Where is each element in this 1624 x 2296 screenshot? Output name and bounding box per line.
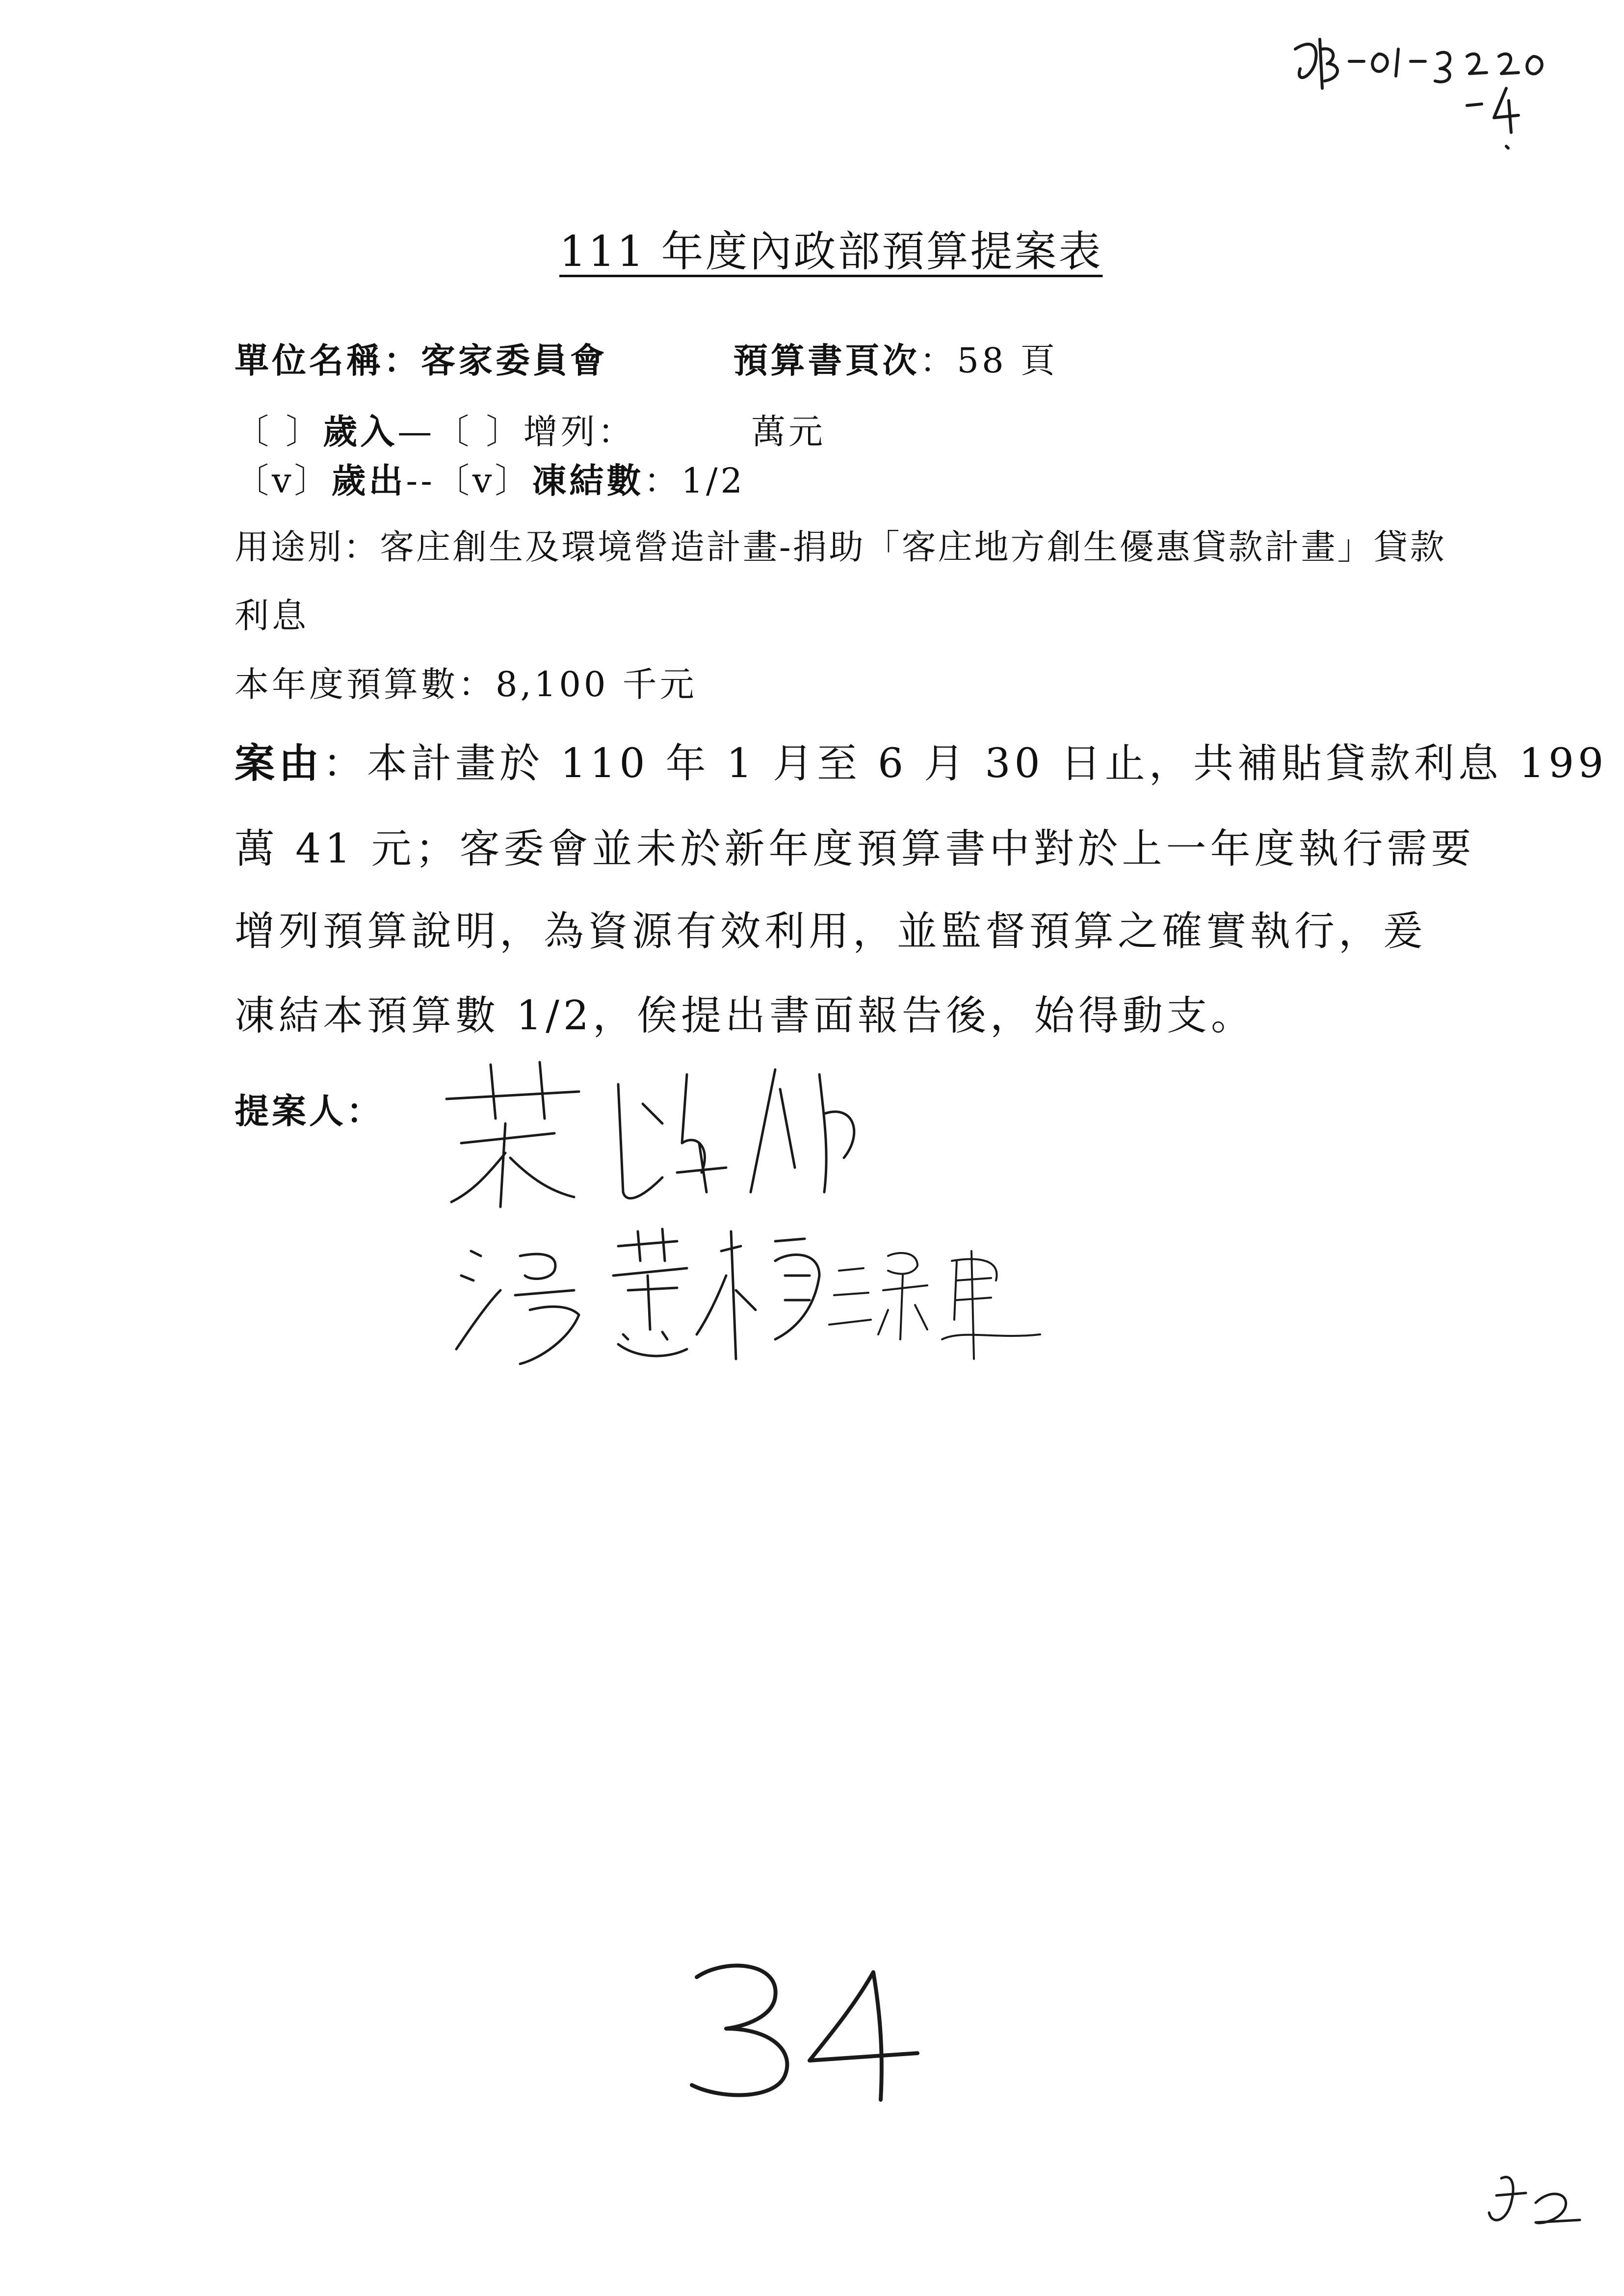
revenue-label: 歲入 (323, 411, 398, 452)
revenue-mid: —〔 〕增列： (397, 412, 635, 452)
signatures-handwriting (432, 1045, 1070, 1388)
expense-label: 歲出 (331, 460, 406, 501)
reason-line-3: 增列預算說明，為資源有效利用，並監督預算之確實執行，爰 (235, 908, 1427, 955)
expense-row (235, 460, 746, 501)
page-label: 預算書頁次 (733, 340, 920, 381)
revenue-prefix: 〔 〕 (235, 412, 323, 452)
revenue-row (235, 411, 826, 452)
budget-line: 本年度預算數：8,100 千元 (235, 664, 697, 704)
unit-value: 客家委員會 (421, 340, 607, 381)
reason-text-1: ：本計畫於 110 年 1 月至 6 月 30 日止，共補貼貸款利息 199 (323, 740, 1608, 787)
revenue-unit: 萬元 (751, 412, 826, 452)
reason-line-2: 萬 41 元；客委會並未於新年度預算書中對於上一年度執行需要 (235, 826, 1475, 872)
page-number-handwriting (662, 1953, 947, 2110)
expense-prefix: 〔v〕 (235, 461, 332, 501)
unit-row (235, 340, 1058, 381)
corner-note-handwriting (1276, 20, 1580, 157)
proposer-label: 提案人： (235, 1091, 384, 1131)
reason-line-4: 凍結本預算數 1/2，俟提出書面報告後，始得動支。 (235, 992, 1256, 1039)
freeze-value: ：1/2 (644, 461, 746, 501)
reason-label: 案由 (235, 740, 323, 787)
document-title: 111 年度內政部預算提案表 (559, 227, 1103, 276)
purpose-line-2: 利息 (235, 596, 309, 636)
initials-handwriting (1482, 2168, 1599, 2242)
purpose-line-1: 用途別：客庄創生及環境營造計畫-捐助「客庄地方創生優惠貸款計畫」貸款 (235, 527, 1446, 567)
reason-line-1 (235, 740, 1608, 787)
unit-label: 單位名稱： (235, 340, 421, 381)
expense-mid: --〔v〕 (406, 461, 532, 501)
freeze-label: 凍結數 (532, 460, 644, 501)
page-value: ：58 頁 (919, 340, 1058, 381)
